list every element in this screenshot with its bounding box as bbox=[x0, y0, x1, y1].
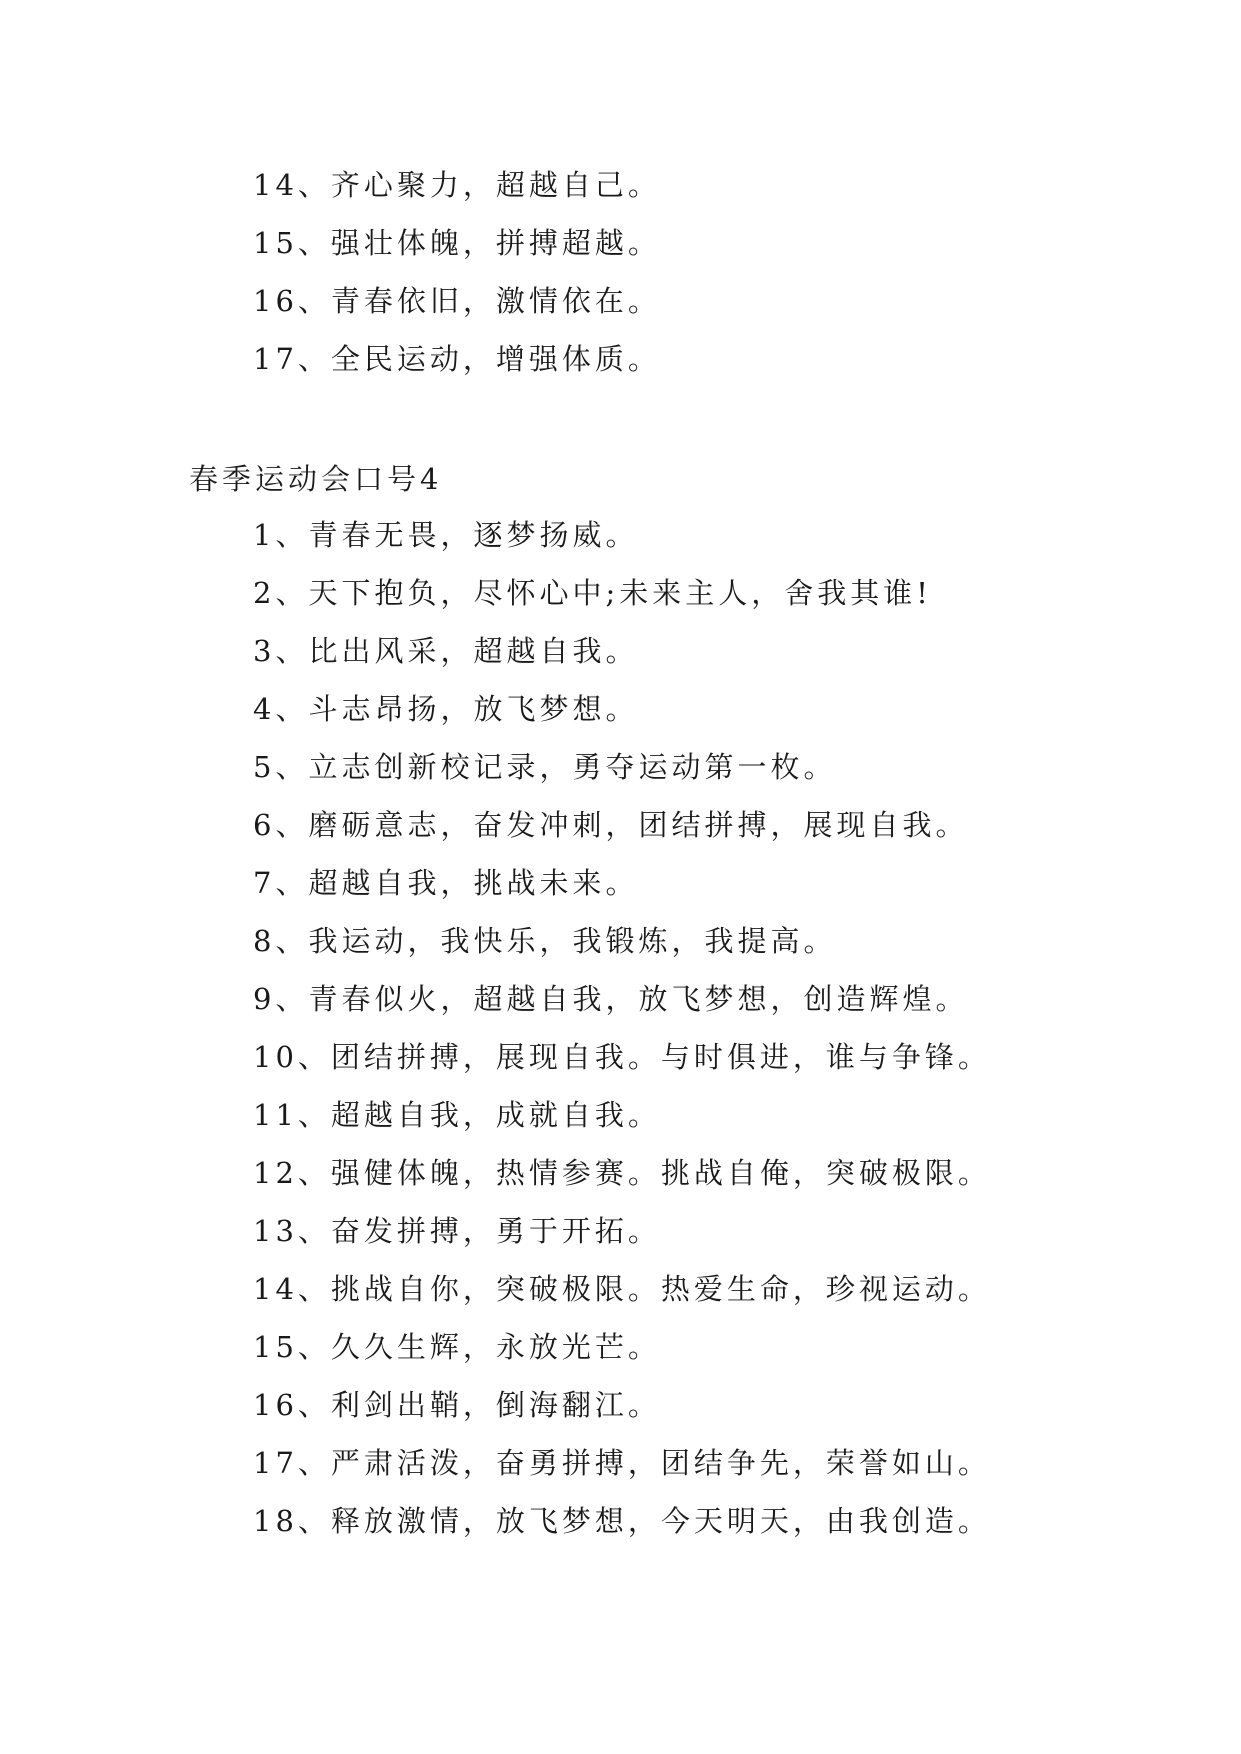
list-item: 16、利剑出鞘，倒海翻江。 bbox=[253, 1388, 661, 1422]
list-item: 7、超越自我，挑战未来。 bbox=[253, 866, 639, 900]
list-item: 14、挑战自你，突破极限。热爱生命，珍视运动。 bbox=[253, 1272, 991, 1306]
list-item: 4、斗志昂扬，放飞梦想。 bbox=[253, 692, 639, 726]
list-item: 9、青春似火，超越自我，放飞梦想，创造辉煌。 bbox=[253, 982, 969, 1016]
slogan-list-continued bbox=[253, 156, 661, 388]
list-item: 13、奋发拼搏，勇于开拓。 bbox=[253, 1214, 661, 1248]
list-item: 15、久久生辉，永放光芒。 bbox=[253, 1330, 661, 1364]
list-item: 18、释放激情，放飞梦想，今天明天，由我创造。 bbox=[253, 1504, 991, 1538]
list-item: 12、强健体魄，热情参赛。挑战自俺，突破极限。 bbox=[253, 1156, 991, 1190]
list-item: 17、严肃活泼，奋勇拼搏，团结争先，荣誉如山。 bbox=[253, 1446, 991, 1480]
slogan-list bbox=[253, 506, 991, 1550]
list-item: 16、青春依旧，激情依在。 bbox=[253, 284, 661, 318]
list-item: 2、天下抱负，尽怀心中;未来主人，舍我其谁! bbox=[253, 576, 932, 610]
list-item: 10、团结拼搏，展现自我。与时俱进，谁与争锋。 bbox=[253, 1040, 991, 1074]
section-title: 春季运动会口号4 bbox=[189, 462, 443, 496]
list-item: 14、齐心聚力，超越自己。 bbox=[253, 168, 661, 202]
list-item: 1、青春无畏，逐梦扬威。 bbox=[253, 518, 639, 552]
list-item: 5、立志创新校记录，勇夺运动第一枚。 bbox=[253, 750, 837, 784]
list-item: 6、磨砺意志，奋发冲刺，团结拼搏，展现自我。 bbox=[253, 808, 969, 842]
list-item: 3、比出风采，超越自我。 bbox=[253, 634, 639, 668]
list-item: 11、超越自我，成就自我。 bbox=[253, 1098, 661, 1132]
list-item: 15、强壮体魄，拼搏超越。 bbox=[253, 226, 661, 260]
list-item: 17、全民运动，增强体质。 bbox=[253, 342, 661, 376]
list-item: 8、我运动，我快乐，我锻炼，我提高。 bbox=[253, 924, 837, 958]
